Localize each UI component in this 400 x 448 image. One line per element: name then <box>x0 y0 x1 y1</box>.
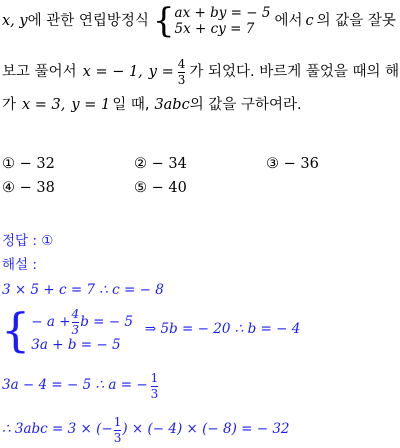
choice-value: − 40 <box>151 180 187 196</box>
expression-3abc: 3abc <box>154 97 190 113</box>
equation-part: ∴ 3abc = 3 × (− <box>2 421 113 438</box>
fraction-four-thirds <box>178 58 186 86</box>
problem-text: 가 <box>2 97 17 113</box>
value-x: x = − 1, <box>82 63 143 80</box>
equation-part: ) × (− 4) × (− 8) = − 32 <box>122 421 290 438</box>
fraction-one-third <box>114 416 122 444</box>
equation-list <box>31 307 133 353</box>
problem-line-3 <box>2 98 302 113</box>
solution-step-1: 3 × 5 + c = 7 ∴ c = − 8 <box>2 282 164 298</box>
variable-c: c <box>305 12 314 29</box>
equation-1: ax + by = − 5 <box>174 4 271 21</box>
solution-step-2 <box>1 303 301 357</box>
variables-xy: x, y <box>2 12 28 29</box>
solution-x: x = 3, <box>22 97 66 113</box>
numerator: 4 <box>71 307 80 322</box>
choice-4[interactable] <box>2 181 55 196</box>
denominator: 3 <box>113 430 122 445</box>
choice-1[interactable] <box>2 157 55 172</box>
fraction-one-third <box>151 372 159 400</box>
equation-part: − a + <box>31 313 71 330</box>
left-brace: { <box>1 303 31 357</box>
equation-1 <box>31 307 133 337</box>
equation-list <box>175 5 271 37</box>
explanation-label: 해설 : <box>2 257 37 273</box>
equation-2: 3a + b = − 5 <box>31 337 121 354</box>
step-2-result: ⇒ 5b = − 20 ∴ b = − 4 <box>144 321 301 338</box>
denominator: 3 <box>177 72 186 87</box>
choice-mark: ⑤ <box>134 180 147 196</box>
problem-line-2 <box>2 58 399 86</box>
equation-part: b = − 5 <box>80 313 133 330</box>
solution-step-3 <box>2 372 158 400</box>
denominator: 3 <box>150 386 159 401</box>
fraction-four-thirds <box>72 308 80 336</box>
choice-value: − 32 <box>19 156 55 172</box>
denominator: 3 <box>71 322 80 337</box>
problem-text: 의 값을 잘못 <box>316 12 396 29</box>
equation-part: 3a − 4 = − 5 ∴ a = − <box>2 377 148 394</box>
equation-system <box>152 1 271 41</box>
choice-value: − 34 <box>151 156 187 172</box>
choice-value: − 36 <box>283 156 319 172</box>
choice-mark: ② <box>134 156 147 172</box>
choice-mark: ③ <box>266 156 279 172</box>
choice-mark: ④ <box>2 180 15 196</box>
solution-y: y = 1 <box>71 97 111 113</box>
problem-text: 에 관한 연립방정식 <box>27 12 149 29</box>
problem-text: 에서 <box>274 12 303 29</box>
problem-text: 보고 풀어서 <box>2 63 77 80</box>
problem-text: 일 때, <box>112 97 150 113</box>
choice-3[interactable] <box>266 157 319 172</box>
problem-line-1 <box>2 1 396 41</box>
left-brace: { <box>152 1 175 41</box>
numerator: 1 <box>113 415 122 429</box>
choice-value: − 38 <box>19 180 55 196</box>
numerator: 1 <box>150 371 159 385</box>
value-y: y = <box>148 63 174 80</box>
choice-5[interactable] <box>134 181 187 196</box>
problem-text: 가 되었다. 바르게 풀었을 때의 해 <box>189 63 400 80</box>
problem-text: 의 값을 구하여라. <box>189 97 302 113</box>
equation-2: 5x + cy = 7 <box>174 21 255 37</box>
answer-label: 정답 : ① <box>2 233 54 249</box>
numerator: 4 <box>177 57 186 71</box>
choice-2[interactable] <box>134 157 187 172</box>
choice-mark: ① <box>2 156 15 172</box>
solution-step-4 <box>2 416 290 444</box>
